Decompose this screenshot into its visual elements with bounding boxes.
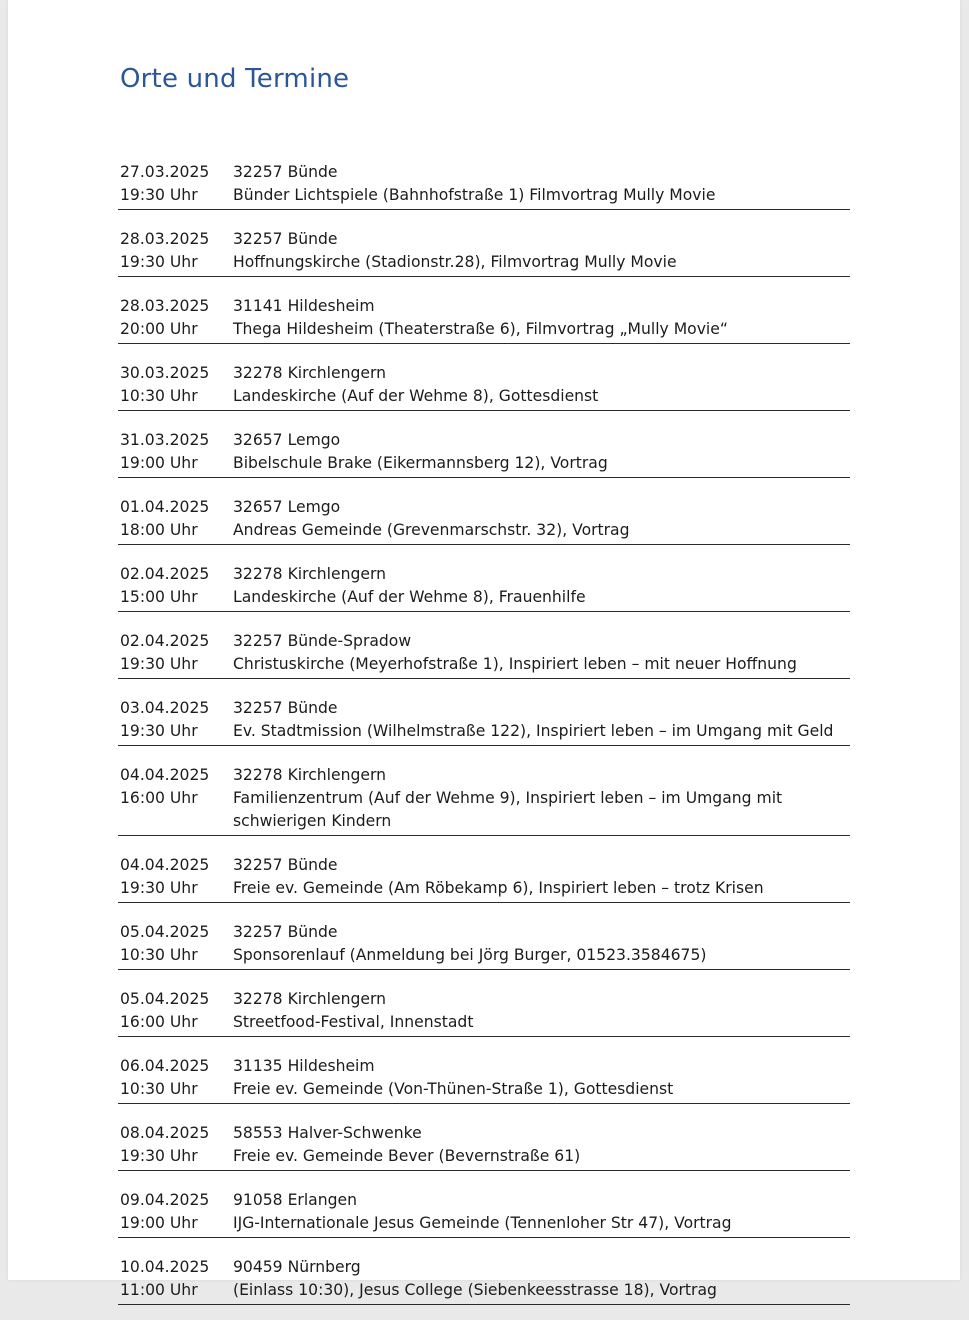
event-info bbox=[231, 1122, 850, 1168]
event-row bbox=[118, 426, 850, 478]
event-date: 28.03.2025 bbox=[120, 230, 210, 248]
event-detail: Familienzentrum (Auf der Wehme 9), Inspiriert leben – im Umgang mit schwierigen Kindern bbox=[233, 789, 783, 830]
event-time: 18:00 Uhr bbox=[120, 521, 198, 539]
event-datetime bbox=[118, 1256, 231, 1302]
event-info bbox=[231, 362, 850, 408]
event-time: 10:30 Uhr bbox=[120, 1080, 198, 1098]
event-detail: Freie ev. Gemeinde Bever (Bevernstraße 61) bbox=[233, 1147, 581, 1165]
event-date: 01.04.2025 bbox=[120, 498, 210, 516]
event-datetime bbox=[118, 295, 231, 341]
event-time: 19:30 Uhr bbox=[120, 655, 198, 673]
event-place: 32278 Kirchlengern bbox=[233, 565, 386, 583]
event-datetime bbox=[118, 1189, 231, 1235]
event-datetime bbox=[118, 630, 231, 676]
event-info bbox=[231, 496, 850, 542]
event-detail: Bibelschule Brake (Eikermannsberg 12), Vortrag bbox=[233, 454, 608, 472]
event-detail: Landeskirche (Auf der Wehme 8), Frauenhilfe bbox=[233, 588, 586, 606]
event-row bbox=[118, 1119, 850, 1171]
event-datetime bbox=[118, 429, 231, 475]
event-row bbox=[118, 1186, 850, 1238]
event-place: 90459 Nürnberg bbox=[233, 1258, 361, 1276]
event-detail: Hoffnungskirche (Stadionstr.28), Filmvortrag Mully Movie bbox=[233, 253, 677, 271]
event-detail: Christuskirche (Meyerhofstraße 1), Inspiriert leben – mit neuer Hoffnung bbox=[233, 655, 797, 673]
event-row bbox=[118, 1052, 850, 1104]
event-detail: Freie ev. Gemeinde (Am Röbekamp 6), Inspiriert leben – trotz Krisen bbox=[233, 879, 764, 897]
event-time: 10:30 Uhr bbox=[120, 387, 198, 405]
event-row bbox=[118, 694, 850, 746]
event-place: 32278 Kirchlengern bbox=[233, 364, 386, 382]
event-detail: Landeskirche (Auf der Wehme 8), Gottesdienst bbox=[233, 387, 599, 405]
event-place: 32657 Lemgo bbox=[233, 431, 341, 449]
event-datetime bbox=[118, 228, 231, 274]
event-time: 11:00 Uhr bbox=[120, 1281, 198, 1299]
event-date: 06.04.2025 bbox=[120, 1057, 210, 1075]
event-detail: Bünder Lichtspiele (Bahnhofstraße 1) Filmvortrag Mully Movie bbox=[233, 186, 716, 204]
event-row bbox=[118, 359, 850, 411]
event-time: 16:00 Uhr bbox=[120, 1013, 198, 1031]
event-date: 02.04.2025 bbox=[120, 632, 210, 650]
event-detail: (Einlass 10:30), Jesus College (Siebenkeesstrasse 18), Vortrag bbox=[233, 1281, 717, 1299]
event-info bbox=[231, 764, 850, 833]
event-detail: Sponsorenlauf (Anmeldung bei Jörg Burger, 01523.3584675) bbox=[233, 946, 707, 964]
event-info bbox=[231, 228, 850, 274]
event-place: 32257 Bünde bbox=[233, 923, 338, 941]
event-place: 32257 Bünde bbox=[233, 163, 338, 181]
event-detail: Thega Hildesheim (Theaterstraße 6), Filmvortrag „Mully Movie“ bbox=[233, 320, 728, 338]
event-info bbox=[231, 429, 850, 475]
event-place: 31141 Hildesheim bbox=[233, 297, 375, 315]
event-time: 19:30 Uhr bbox=[120, 879, 198, 897]
event-date: 09.04.2025 bbox=[120, 1191, 210, 1209]
event-datetime bbox=[118, 161, 231, 207]
event-row bbox=[118, 761, 850, 836]
event-row bbox=[118, 225, 850, 277]
event-datetime bbox=[118, 563, 231, 609]
event-date: 05.04.2025 bbox=[120, 990, 210, 1008]
event-datetime bbox=[118, 362, 231, 408]
event-detail: Ev. Stadtmission (Wilhelmstraße 122), Inspiriert leben – im Umgang mit Geld bbox=[233, 722, 834, 740]
event-date: 03.04.2025 bbox=[120, 699, 210, 717]
event-info bbox=[231, 988, 850, 1034]
event-time: 19:30 Uhr bbox=[120, 722, 198, 740]
event-datetime bbox=[118, 854, 231, 900]
event-place: 32278 Kirchlengern bbox=[233, 766, 386, 784]
event-info bbox=[231, 854, 850, 900]
event-info bbox=[231, 921, 850, 967]
event-datetime bbox=[118, 988, 231, 1034]
event-time: 20:00 Uhr bbox=[120, 320, 198, 338]
event-detail: Andreas Gemeinde (Grevenmarschstr. 32), Vortrag bbox=[233, 521, 630, 539]
event-datetime bbox=[118, 921, 231, 967]
event-row bbox=[118, 985, 850, 1037]
event-time: 19:00 Uhr bbox=[120, 1214, 198, 1232]
event-row bbox=[118, 851, 850, 903]
event-row bbox=[118, 292, 850, 344]
event-row bbox=[118, 158, 850, 210]
event-time: 10:30 Uhr bbox=[120, 946, 198, 964]
event-date: 30.03.2025 bbox=[120, 364, 210, 382]
event-time: 19:30 Uhr bbox=[120, 186, 198, 204]
event-date: 27.03.2025 bbox=[120, 163, 210, 181]
event-info bbox=[231, 1256, 850, 1302]
event-place: 32257 Bünde-Spradow bbox=[233, 632, 412, 650]
event-time: 19:30 Uhr bbox=[120, 1147, 198, 1165]
page-title: Orte und Termine bbox=[120, 64, 350, 94]
event-detail: IJG-Internationale Jesus Gemeinde (Tennenloher Str 47), Vortrag bbox=[233, 1214, 732, 1232]
event-info bbox=[231, 295, 850, 341]
event-place: 32657 Lemgo bbox=[233, 498, 341, 516]
event-date: 08.04.2025 bbox=[120, 1124, 210, 1142]
event-datetime bbox=[118, 496, 231, 542]
event-date: 28.03.2025 bbox=[120, 297, 210, 315]
event-datetime bbox=[118, 1122, 231, 1168]
event-time: 19:00 Uhr bbox=[120, 454, 198, 472]
event-place: 32257 Bünde bbox=[233, 230, 338, 248]
event-datetime bbox=[118, 764, 231, 833]
event-info bbox=[231, 161, 850, 207]
event-date: 31.03.2025 bbox=[120, 431, 210, 449]
document-page bbox=[8, 0, 960, 1299]
event-time: 19:30 Uhr bbox=[120, 253, 198, 271]
event-place: 91058 Erlangen bbox=[233, 1191, 357, 1209]
event-info bbox=[231, 1189, 850, 1235]
event-time: 15:00 Uhr bbox=[120, 588, 198, 606]
event-info bbox=[231, 563, 850, 609]
event-row bbox=[118, 1253, 850, 1305]
event-info bbox=[231, 697, 850, 743]
event-info bbox=[231, 630, 850, 676]
event-date: 04.04.2025 bbox=[120, 856, 210, 874]
event-detail: Streetfood-Festival, Innenstadt bbox=[233, 1013, 474, 1031]
event-datetime bbox=[118, 1055, 231, 1101]
event-info bbox=[231, 1055, 850, 1101]
event-row bbox=[118, 627, 850, 679]
event-date: 10.04.2025 bbox=[120, 1258, 210, 1276]
event-date: 05.04.2025 bbox=[120, 923, 210, 941]
event-date: 02.04.2025 bbox=[120, 565, 210, 583]
event-place: 32257 Bünde bbox=[233, 699, 338, 717]
event-date: 04.04.2025 bbox=[120, 766, 210, 784]
event-time: 16:00 Uhr bbox=[120, 789, 198, 807]
event-place: 32278 Kirchlengern bbox=[233, 990, 386, 1008]
event-row bbox=[118, 493, 850, 545]
event-list bbox=[118, 158, 850, 1320]
event-place: 31135 Hildesheim bbox=[233, 1057, 375, 1075]
event-place: 32257 Bünde bbox=[233, 856, 338, 874]
event-row bbox=[118, 918, 850, 970]
event-place: 58553 Halver-Schwenke bbox=[233, 1124, 422, 1142]
event-detail: Freie ev. Gemeinde (Von-Thünen-Straße 1), Gottesdienst bbox=[233, 1080, 674, 1098]
event-row bbox=[118, 560, 850, 612]
event-datetime bbox=[118, 697, 231, 743]
